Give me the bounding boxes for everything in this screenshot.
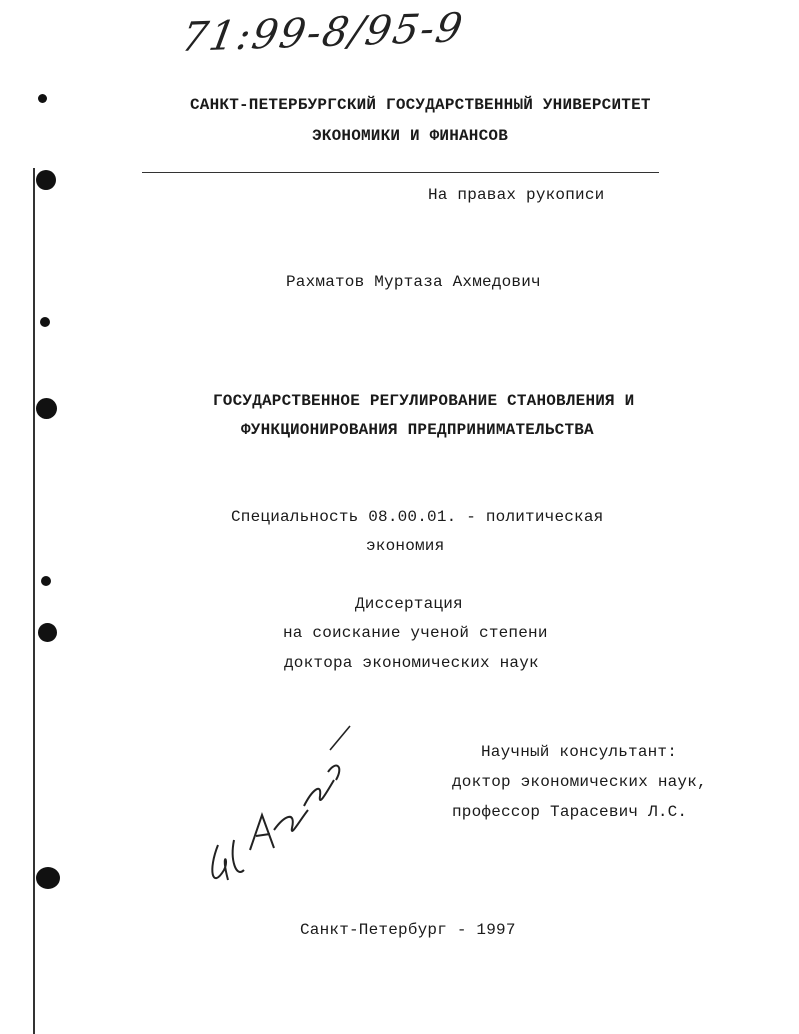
punch-mark xyxy=(38,623,57,642)
university-name-line2: ЭКОНОМИКИ И ФИНАНСОВ xyxy=(311,127,509,145)
thesis-title-line2: ФУНКЦИОНИРОВАНИЯ ПРЕДПРИНИМАТЕЛЬСТВА xyxy=(241,421,594,439)
rights-note: На правах рукописи xyxy=(428,186,605,204)
place-and-year: Санкт-Петербург - 1997 xyxy=(300,921,516,939)
advisor-degree: доктор экономических наук, xyxy=(452,773,707,791)
thesis-type: Диссертация xyxy=(355,595,463,613)
specialty-line2: экономия xyxy=(366,537,445,555)
thesis-degree-line2: доктора экономических наук xyxy=(284,654,539,672)
university-name-line1: САНКТ-ПЕТЕРБУРГСКИЙ ГОСУДАРСТВЕННЫЙ УНИВЕРСИТЕТ xyxy=(190,96,651,114)
punch-mark xyxy=(40,317,50,327)
header-divider xyxy=(142,172,659,173)
advisor-name: профессор Тарасевич Л.С. xyxy=(452,803,688,821)
punch-mark xyxy=(36,867,60,889)
punch-mark xyxy=(36,170,56,190)
author-signature xyxy=(200,720,360,890)
punch-mark xyxy=(36,398,57,419)
punch-mark xyxy=(38,94,47,103)
left-margin-line xyxy=(33,168,35,1034)
thesis-degree-line1: на соискание ученой степени xyxy=(283,624,548,642)
author-name: Рахматов Муртаза Ахмедович xyxy=(286,273,541,291)
punch-mark xyxy=(41,576,51,586)
specialty-line1: Специальность 08.00.01. - политическая xyxy=(231,508,604,526)
thesis-title-line1: ГОСУДАРСТВЕННОЕ РЕГУЛИРОВАНИЕ СТАНОВЛЕНИЯ И xyxy=(213,392,635,410)
handwritten-archive-code: 71:99-8/95-9 xyxy=(178,4,468,62)
advisor-label: Научный консультант: xyxy=(481,743,678,761)
